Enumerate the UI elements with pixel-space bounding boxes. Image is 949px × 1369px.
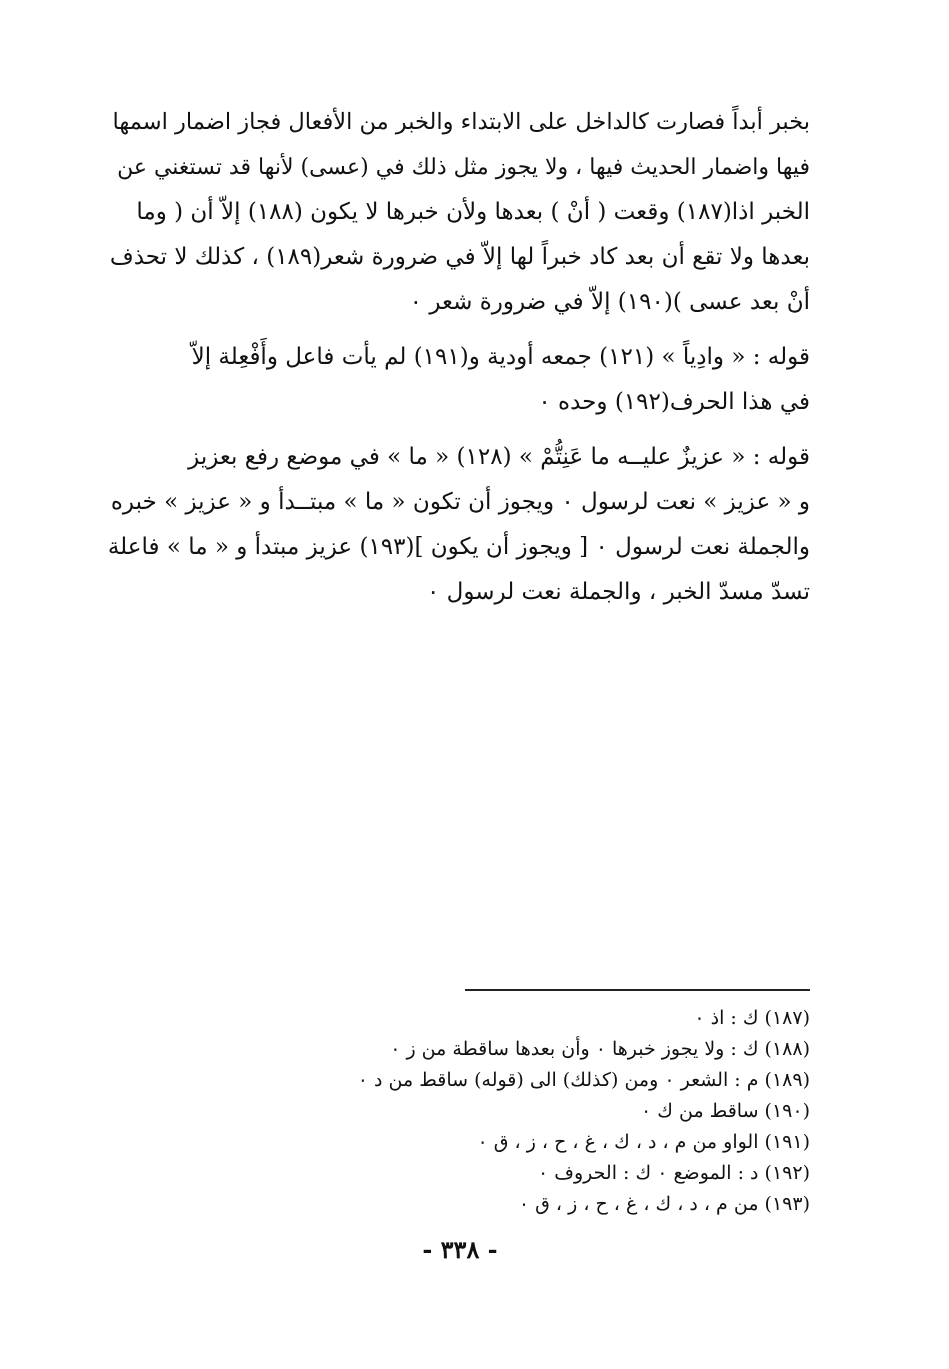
main-text: [108, 100, 810, 615]
text-line: بعدها ولا تقع أن بعد كاد خبراً لها إلاّ في ضرورة شعر(١٨٩) ، كذلك لا تحذف: [109, 244, 810, 270]
text-line: الخبر اذا(١٨٧) وقعت ( أنْ ) بعدها ولأن خبرها لا يكون (١٨٨) إلاّ أن ( وما: [136, 199, 810, 225]
text-line: في هذا الحرف(١٩٢) وحده ٠: [538, 389, 810, 415]
paragraph-2: [108, 335, 810, 425]
footnote-188: (١٨٨) ك : ولا يجوز خبرها ٠ وأن بعدها ساقطة من ز ٠: [390, 1038, 810, 1060]
footnote-193: (١٩٣) من م ، د ، ك ، غ ، ح ، ز ، ق ٠: [518, 1193, 810, 1215]
footnote-187: (١٨٧) ك : اذ ٠: [694, 1007, 810, 1029]
paragraph-3: [108, 435, 810, 615]
text-line: أنْ بعد عسى )(١٩٠) إلاّ في ضرورة شعر ٠: [409, 289, 810, 315]
footnote-192: (١٩٢) د : الموضع ٠ ك : الحروف ٠: [538, 1162, 810, 1184]
text-line: قوله : « عزيزٌ عليــه ما عَنِتُّمْ » (١٢٨) « ما » في موضع رفع بعزيز: [188, 444, 810, 470]
paragraph-1: [108, 100, 810, 325]
page-number: - ٣٣٨ -: [422, 1235, 498, 1264]
text-line: و « عزيز » نعت لرسول ٠ ويجوز أن تكون « ما » مبتــدأ و « عزيز » خبره: [110, 489, 810, 515]
footnote-separator: [465, 989, 810, 991]
footnote-191: (١٩١) الواو من م ، د ، ك ، غ ، ح ، ز ، ق ٠: [477, 1131, 810, 1153]
text-line: والجملة نعت لرسول ٠ [ ويجوز أن يكون ](١٩٣) عزيز مبتدأ و « ما » فاعلة: [107, 534, 810, 560]
text-line: بخبر أبداً فصارت كالداخل على الابتداء والخبر من الأفعال فجاز اضمار اسمها: [112, 109, 810, 135]
text-line: قوله : « وادِياً » (١٢١) جمعه أودية و(١٩١) لم يأت فاعل وأَفْعِلة إلاّ: [191, 344, 810, 370]
footnotes: [250, 1003, 810, 1220]
text-line: تسدّ مسدّ الخبر ، والجملة نعت لرسول ٠: [427, 579, 810, 605]
footnote-190: (١٩٠) ساقط من ك ٠: [641, 1100, 810, 1122]
text-line: فيها واضمار الحديث فيها ، ولا يجوز مثل ذلك في (عسى) لأنها قد تستغني عن: [117, 155, 810, 180]
footnote-189: (١٨٩) م : الشعر ٠ ومن (كذلك) الى (قوله) ساقط من د ٠: [357, 1069, 810, 1091]
